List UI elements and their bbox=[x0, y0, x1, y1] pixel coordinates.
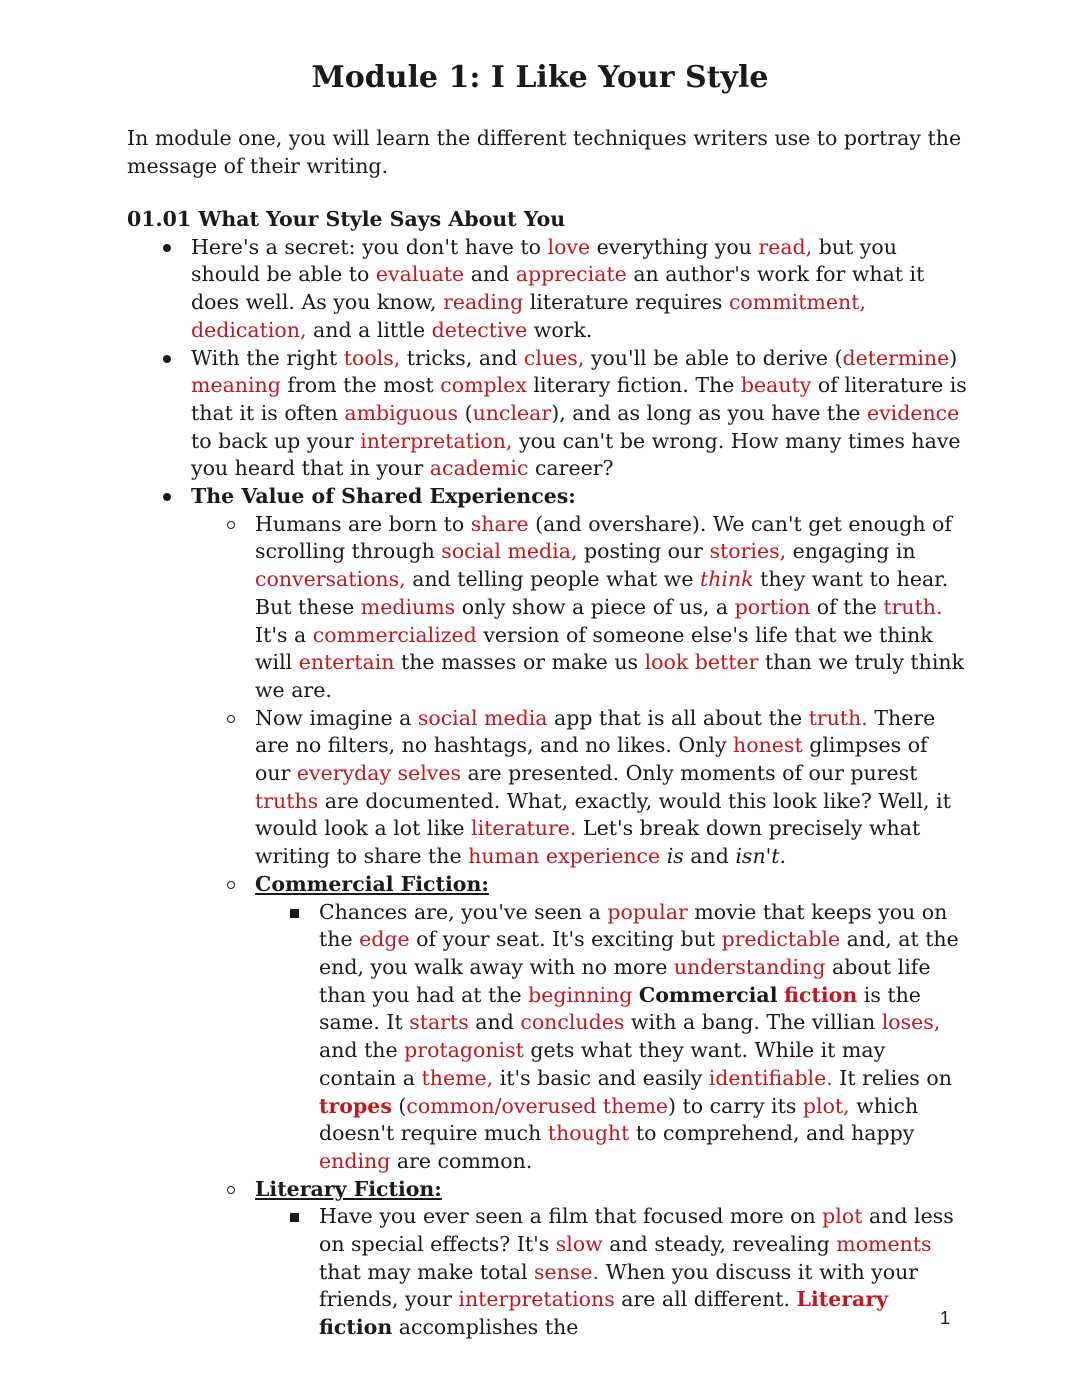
key-term: unclear bbox=[472, 400, 552, 425]
text: Here's a secret: you don't have to bbox=[191, 234, 548, 259]
sub-bullet-item bbox=[191, 705, 967, 871]
text: literary fiction. The bbox=[526, 373, 741, 398]
sub-bullet-list bbox=[191, 511, 967, 1342]
text: It relies on bbox=[832, 1065, 952, 1090]
text: the masses or make us bbox=[394, 650, 645, 675]
text: and steady, revealing bbox=[602, 1232, 837, 1257]
key-term: tools, bbox=[343, 345, 401, 370]
key-term: complex bbox=[440, 373, 527, 398]
text: ( bbox=[458, 400, 473, 425]
key-term: reading bbox=[443, 290, 524, 315]
subheading-commercial-fiction: Commercial Fiction: bbox=[255, 871, 489, 896]
text: they want to hear. But these bbox=[255, 567, 949, 619]
square-bullet-list bbox=[255, 1203, 967, 1342]
text: everything you bbox=[590, 234, 759, 259]
text: and less on special effects? It's bbox=[319, 1204, 954, 1257]
text: engaging in bbox=[786, 539, 916, 564]
key-term: understanding bbox=[673, 954, 826, 979]
key-term: ambiguous bbox=[344, 400, 459, 425]
text: and a little bbox=[306, 317, 432, 342]
text: with a bang. The villian bbox=[624, 1010, 882, 1035]
key-term: starts bbox=[409, 1010, 469, 1035]
text: When you discuss it with your friends, your bbox=[319, 1259, 919, 1312]
key-term: think bbox=[699, 567, 754, 592]
bullet-item bbox=[127, 483, 967, 1342]
text: are common. bbox=[390, 1148, 533, 1173]
key-term: clues, bbox=[523, 345, 585, 370]
key-term: portion bbox=[734, 594, 811, 619]
bullet-item bbox=[127, 345, 967, 484]
text: There are no filters, no hashtags, and no likes. Only bbox=[255, 705, 936, 758]
page-number: 1 bbox=[940, 1308, 951, 1328]
text: you'll be able to derive ( bbox=[584, 345, 843, 370]
section-content bbox=[127, 206, 967, 1342]
key-term: social media bbox=[417, 705, 548, 730]
key-term: loses, bbox=[881, 1010, 941, 1035]
key-term: moments bbox=[836, 1232, 932, 1257]
sub-bullet-item bbox=[191, 1176, 967, 1342]
text: and bbox=[468, 1010, 521, 1035]
key-term: plot bbox=[822, 1204, 863, 1229]
text: Humans are born to bbox=[255, 511, 471, 536]
key-term: concludes bbox=[520, 1010, 625, 1035]
key-term: truth. bbox=[883, 594, 943, 619]
text: gets what they want. While it may contain a bbox=[319, 1038, 886, 1090]
key-term: beginning bbox=[528, 982, 633, 1007]
key-term: academic bbox=[429, 456, 529, 481]
text: and the bbox=[319, 1038, 405, 1063]
page-title: Module 1: I Like Your Style bbox=[311, 60, 769, 95]
text: version of someone else's life that we think will bbox=[255, 622, 933, 675]
text: about life than you had at the bbox=[319, 954, 931, 1007]
text: are all different. bbox=[614, 1287, 797, 1312]
key-term: entertain bbox=[298, 650, 395, 675]
key-term: social media, bbox=[441, 539, 578, 564]
bold-term: fiction bbox=[319, 1315, 393, 1340]
text: Now imagine a bbox=[255, 705, 418, 730]
bullet-item bbox=[127, 234, 967, 345]
key-term: edge bbox=[359, 927, 410, 952]
key-term: plot, bbox=[802, 1093, 850, 1118]
text: to comprehend, and happy bbox=[629, 1121, 915, 1146]
key-term: stories, bbox=[709, 539, 787, 564]
text: Chances are, you've seen a bbox=[319, 899, 608, 924]
text: of the bbox=[810, 594, 884, 619]
subheading-literary-fiction: Literary Fiction: bbox=[255, 1176, 442, 1201]
key-term: identifiable. bbox=[708, 1065, 833, 1090]
square-bullet-item bbox=[255, 899, 967, 1176]
key-term: commitment, dedication, bbox=[191, 290, 866, 342]
key-term: theme, bbox=[421, 1065, 494, 1090]
bold-term: Commercial bbox=[638, 982, 778, 1007]
square-bullet-item bbox=[255, 1203, 967, 1342]
text: of your seat. It's exciting but bbox=[409, 927, 722, 952]
emphasis-text: is bbox=[666, 844, 684, 869]
text: Have you ever seen a film that focused more on bbox=[319, 1204, 823, 1229]
subheading-shared-experiences: The Value of Shared Experiences: bbox=[191, 484, 576, 509]
key-term: commercialized bbox=[312, 622, 477, 647]
key-term: human experience bbox=[468, 844, 661, 869]
text: ) to carry its bbox=[668, 1093, 803, 1118]
text: to back up your bbox=[191, 428, 361, 453]
text: (and overshare). We can't get enough of scrolling through bbox=[255, 511, 952, 564]
sub-bullet-item bbox=[191, 511, 967, 705]
text: movie that keeps you on the bbox=[319, 899, 948, 952]
key-term: predictable bbox=[721, 927, 841, 952]
text: literature requires bbox=[523, 290, 729, 315]
key-term: literature. bbox=[471, 816, 577, 841]
text: ) bbox=[949, 345, 958, 370]
text: but you should be able to bbox=[191, 234, 897, 287]
main-bullet-list bbox=[127, 234, 967, 1342]
key-term: truth. bbox=[808, 705, 868, 730]
text: of literature is that it is often bbox=[191, 373, 967, 425]
text: glimpses of our bbox=[255, 733, 928, 786]
key-term: common/overused theme bbox=[406, 1093, 669, 1118]
section-heading: 01.01 What Your Style Says About You bbox=[127, 207, 566, 231]
text: accomplishes the bbox=[392, 1315, 579, 1340]
key-term: determine bbox=[842, 345, 950, 370]
text: that may make total bbox=[319, 1259, 535, 1284]
key-term: beauty bbox=[740, 373, 812, 398]
key-term: evaluate bbox=[375, 262, 465, 287]
sub-bullet-item bbox=[191, 871, 967, 1176]
text: are documented. What, exactly, would this look like? Well, it would look a lot like bbox=[255, 788, 951, 841]
text: only show a piece of us, a bbox=[455, 594, 735, 619]
key-term: love bbox=[547, 234, 591, 259]
text: tricks, and bbox=[400, 345, 524, 370]
key-term: interpretation, bbox=[360, 428, 513, 453]
key-term: detective bbox=[431, 317, 528, 342]
text: from the most bbox=[280, 373, 441, 398]
text: career? bbox=[528, 456, 614, 481]
key-term: evidence bbox=[866, 400, 960, 425]
square-bullet-list bbox=[255, 899, 967, 1176]
key-term: popular bbox=[607, 899, 688, 924]
text: you can't be wrong. How many times have you heard that in your bbox=[191, 428, 961, 481]
key-term: sense. bbox=[534, 1259, 600, 1284]
text: work. bbox=[527, 317, 593, 342]
text: an author's work for what it does well. As you know, bbox=[191, 262, 925, 315]
bold-key-term: Literary bbox=[796, 1287, 889, 1312]
bold-key-term: tropes bbox=[319, 1093, 392, 1118]
text: ( bbox=[391, 1093, 407, 1118]
key-term: appreciate bbox=[515, 262, 627, 287]
key-term: share bbox=[470, 511, 529, 536]
text: and bbox=[683, 844, 736, 869]
key-term: honest bbox=[733, 733, 803, 758]
text: than we truly think we are. bbox=[255, 650, 965, 702]
emphasis-text: isn't. bbox=[735, 844, 787, 869]
key-term: meaning bbox=[191, 373, 281, 398]
bold-key-term: fiction bbox=[784, 982, 858, 1007]
text: With the right bbox=[191, 345, 344, 370]
text: app that is all about the bbox=[547, 705, 809, 730]
key-term: slow bbox=[555, 1232, 603, 1257]
intro-paragraph: In module one, you will learn the different techniques writers use to portray the message of their writing. bbox=[127, 126, 962, 178]
key-term: read, bbox=[758, 234, 813, 259]
key-term: everyday selves bbox=[296, 761, 461, 786]
text: It's a bbox=[255, 622, 313, 647]
text: which doesn't require much bbox=[319, 1093, 919, 1146]
text: and, at the end, you walk away with no more bbox=[319, 927, 959, 979]
key-term: look better bbox=[644, 650, 759, 675]
key-term: protagonist bbox=[404, 1038, 524, 1063]
text: is the same. It bbox=[319, 982, 921, 1035]
key-term: thought bbox=[547, 1121, 630, 1146]
key-term: truths bbox=[255, 788, 319, 813]
text: and telling people what we bbox=[405, 567, 700, 592]
text: Let's break down precisely what writing to share the bbox=[255, 816, 921, 869]
text: are presented. Only moments of our purest bbox=[461, 761, 918, 786]
key-term: interpretations bbox=[458, 1287, 615, 1312]
text: posting our bbox=[577, 539, 710, 564]
text: it's basic and easily bbox=[493, 1065, 709, 1090]
key-term: mediums bbox=[360, 594, 456, 619]
text: and bbox=[464, 262, 516, 287]
text: ), and as long as you have the bbox=[551, 400, 867, 425]
key-term: ending bbox=[319, 1148, 391, 1173]
key-term: conversations, bbox=[255, 567, 406, 592]
